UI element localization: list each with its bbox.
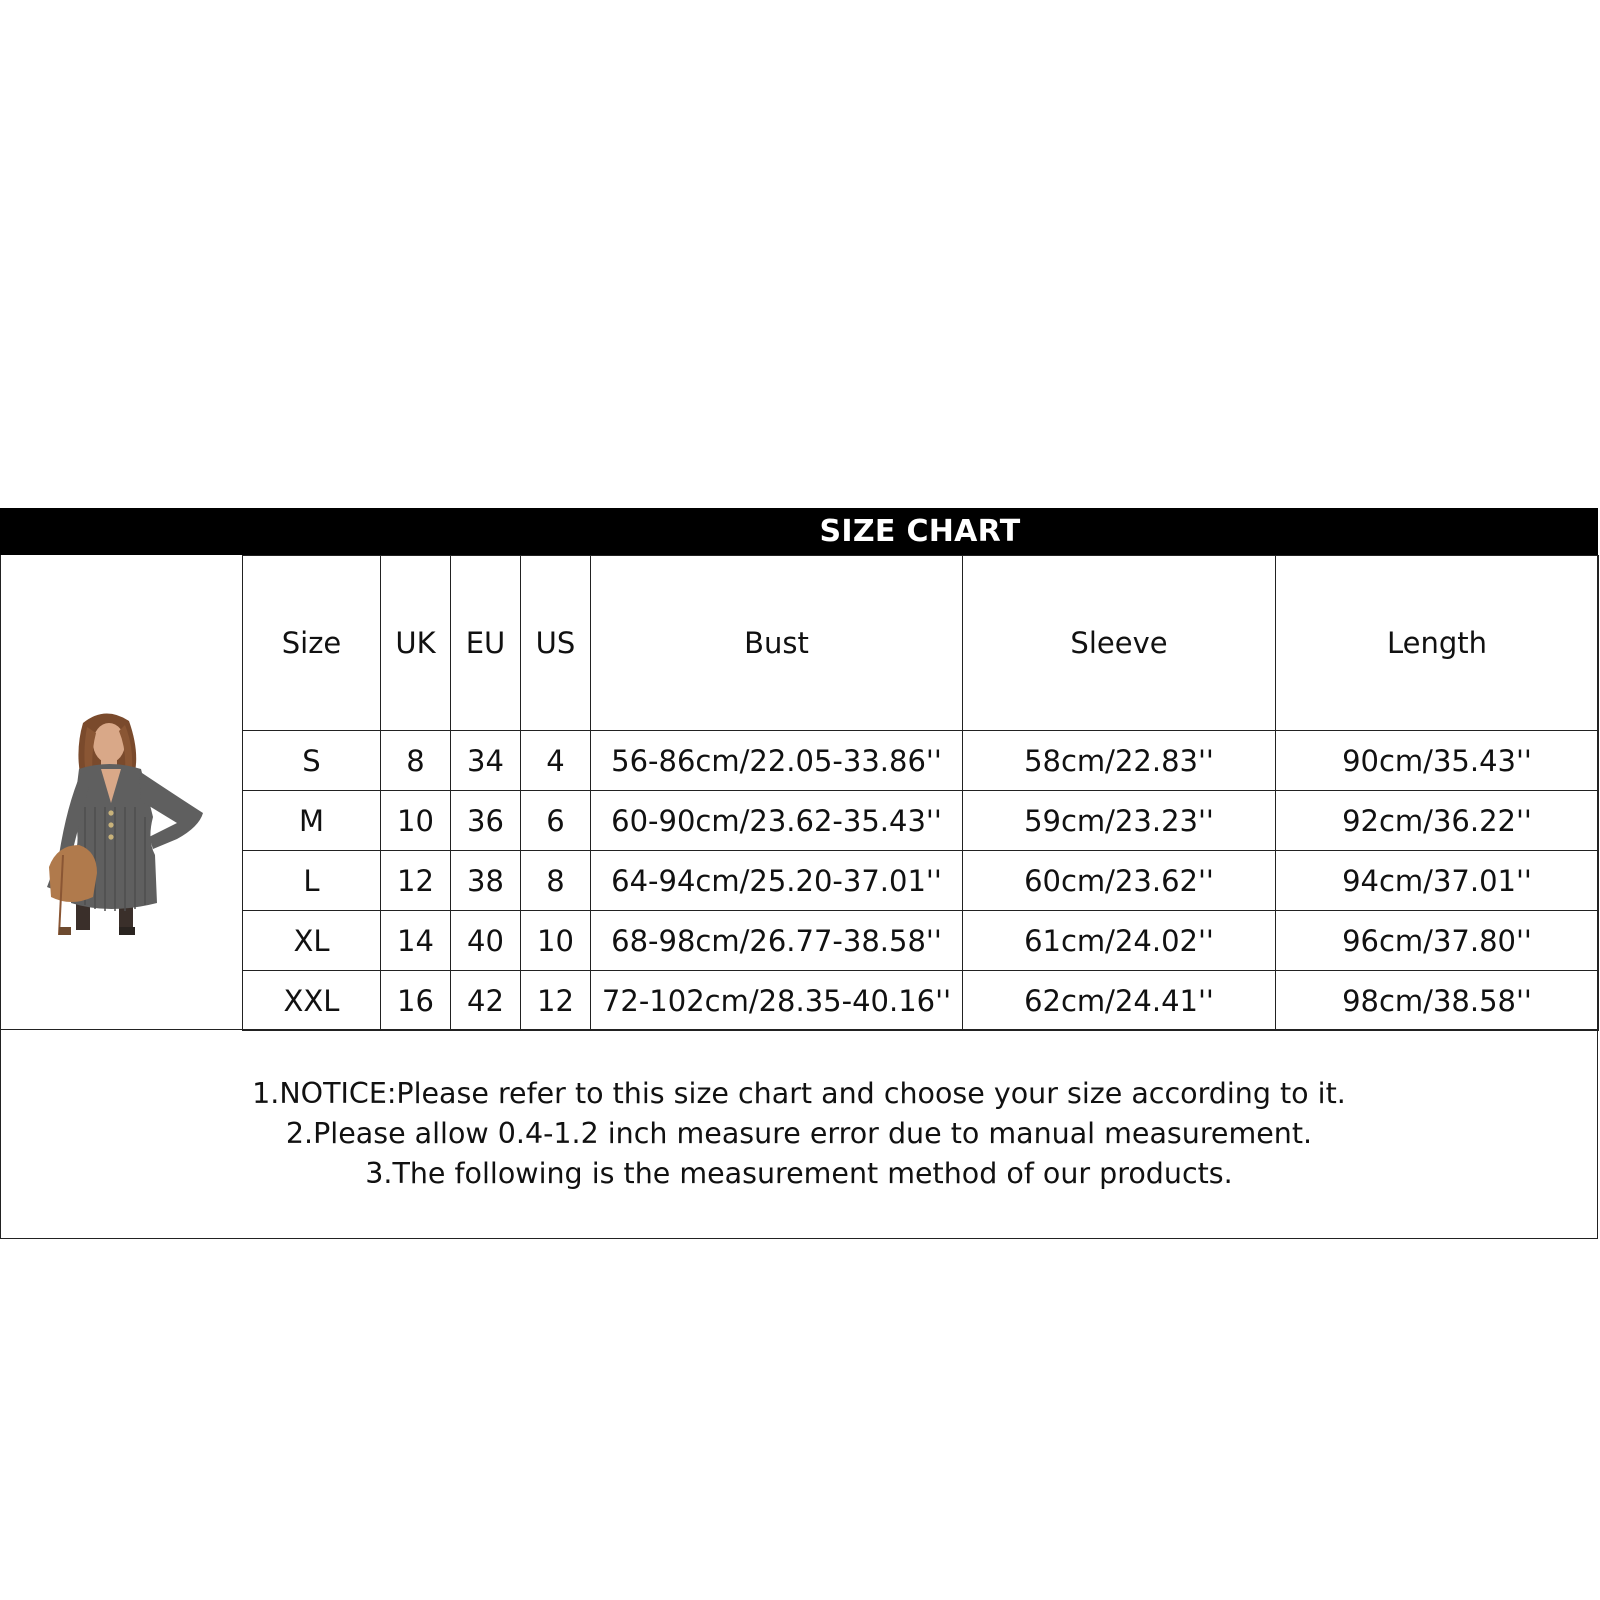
cell-us: 8 [521, 851, 591, 911]
cell-eu: 38 [451, 851, 521, 911]
cell-uk: 8 [381, 731, 451, 791]
cell-bust: 60-90cm/23.62-35.43'' [591, 791, 963, 851]
cell-bust: 68-98cm/26.77-38.58'' [591, 911, 963, 971]
size-table [242, 555, 1599, 1031]
column-header-size: Size [243, 556, 381, 731]
cell-size: L [243, 851, 381, 911]
cell-size: XXL [243, 971, 381, 1031]
cell-us: 10 [521, 911, 591, 971]
cell-bust: 56-86cm/22.05-33.86'' [591, 731, 963, 791]
cell-sleeve: 61cm/24.02'' [963, 911, 1276, 971]
cell-bust: 72-102cm/28.35-40.16'' [591, 971, 963, 1031]
cell-length: 92cm/36.22'' [1276, 791, 1599, 851]
note-2: 2.Please allow 0.4-1.2 inch measure error due to manual measurement. [285, 1117, 1313, 1150]
notes-section [1, 1029, 1597, 1239]
product-photo [1, 555, 242, 1029]
cell-sleeve: 60cm/23.62'' [963, 851, 1276, 911]
size-chart-title-bar [0, 508, 1598, 555]
cell-eu: 34 [451, 731, 521, 791]
cell-eu: 40 [451, 911, 521, 971]
cell-us: 6 [521, 791, 591, 851]
column-header-length: Length [1276, 556, 1599, 731]
size-chart-title: SIZE CHART [819, 514, 1021, 549]
table-header-row [243, 556, 1599, 731]
cell-uk: 14 [381, 911, 451, 971]
cell-size: XL [243, 911, 381, 971]
cell-eu: 42 [451, 971, 521, 1031]
cell-length: 98cm/38.58'' [1276, 971, 1599, 1031]
column-header-bust: Bust [591, 556, 963, 731]
cell-sleeve: 58cm/22.83'' [963, 731, 1276, 791]
cell-uk: 16 [381, 971, 451, 1031]
table-row [243, 791, 1599, 851]
cell-eu: 36 [451, 791, 521, 851]
table-row [243, 731, 1599, 791]
cell-bust: 64-94cm/25.20-37.01'' [591, 851, 963, 911]
column-header-eu: EU [451, 556, 521, 731]
cell-us: 12 [521, 971, 591, 1031]
note-3: 3.The following is the measurement method of our products. [365, 1157, 1233, 1190]
cell-uk: 12 [381, 851, 451, 911]
size-chart [0, 508, 1598, 1239]
table-row [243, 971, 1599, 1031]
column-header-uk: UK [381, 556, 451, 731]
cell-size: S [243, 731, 381, 791]
cell-length: 94cm/37.01'' [1276, 851, 1599, 911]
cell-length: 96cm/37.80'' [1276, 911, 1599, 971]
dress-model-icon [47, 713, 203, 935]
table-row [243, 851, 1599, 911]
cell-sleeve: 62cm/24.41'' [963, 971, 1276, 1031]
cell-sleeve: 59cm/23.23'' [963, 791, 1276, 851]
cell-us: 4 [521, 731, 591, 791]
cell-uk: 10 [381, 791, 451, 851]
column-header-us: US [521, 556, 591, 731]
column-header-sleeve: Sleeve [963, 556, 1276, 731]
note-1: 1.NOTICE:Please refer to this size chart and choose your size according to it. [252, 1077, 1346, 1110]
table-row [243, 911, 1599, 971]
cell-size: M [243, 791, 381, 851]
cell-length: 90cm/35.43'' [1276, 731, 1599, 791]
